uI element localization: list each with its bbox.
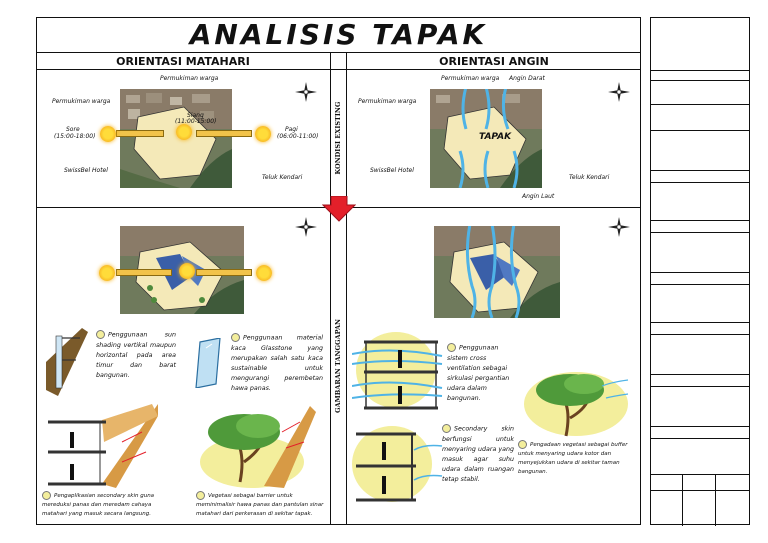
label-angin-laut: Angin Laut (522, 193, 555, 200)
title-block-line (651, 426, 749, 427)
sun-icon (176, 124, 192, 140)
title-block-line (651, 284, 749, 285)
divider-left (330, 53, 331, 525)
label-pagi-time: (06:00-11:00) (277, 133, 319, 140)
wind-response-text-3: Pengadaan vegetasi sebagai buffer untuk menyaring udara kotor dan menyejukkan udara di sekitar taman bangunan. (518, 442, 628, 475)
label-permukiman-left: Permukiman warga (358, 98, 417, 105)
label-teluk: Teluk Kendari (569, 174, 610, 181)
label-hotel: SwissBel Hotel (64, 167, 108, 174)
bullet-icon (442, 424, 451, 433)
label-angin-darat: Angin Darat (509, 75, 545, 82)
label-response: GAMBARAN TANGGAPAN (334, 319, 342, 413)
title-block-line (651, 182, 749, 183)
tree-barrier-illustration (200, 402, 316, 488)
aerial-site-sun (120, 89, 232, 188)
secondary-skin-wind-section (352, 424, 444, 504)
label-permukiman-top: Permukiman warga (441, 75, 500, 82)
title-block-line (682, 474, 683, 526)
header-sun: ORIENTASI MATAHARI (36, 53, 330, 70)
label-permukiman-top: Permukiman warga (160, 75, 219, 82)
label-pagi: Pagi (285, 126, 298, 133)
sun-icon (179, 263, 195, 279)
label-teluk: Teluk Kendari (262, 174, 303, 181)
label-hotel: SwissBel Hotel (370, 167, 414, 174)
wind-response-text-2: Secondary skin berfungsi untuk menyaring udara yang masuk agar suhu udara dalam ruangan tetap stabil. (442, 425, 514, 483)
title-block-line (651, 80, 749, 81)
bullet-icon (518, 440, 527, 449)
label-existing: KONDISI EXISTING (334, 101, 342, 175)
bullet-icon (447, 343, 456, 352)
down-arrow-icon (322, 196, 356, 222)
title-block-line (651, 386, 749, 387)
sun-shading-illustration (42, 326, 90, 400)
header-divider (330, 69, 347, 70)
title-block-line (715, 474, 716, 526)
secondary-skin-section (42, 402, 158, 488)
sun-icon (99, 265, 115, 281)
sun-response-text-3: Pengaplikasian secondary skin guna mereduksi panas dan meredam cahaya matahari yang masuk secara langsung. (42, 493, 155, 517)
divider-right (346, 53, 347, 525)
compass-icon (291, 81, 321, 103)
title-block-line (651, 272, 749, 273)
label-tapak: TAPAK (479, 132, 512, 142)
sun-path-bar (116, 269, 172, 276)
bullet-icon (96, 330, 105, 339)
title-block-line (651, 130, 749, 131)
title-block-line (651, 438, 749, 439)
bullet-icon (42, 491, 51, 500)
header-wind: ORIENTASI ANGIN (347, 53, 641, 70)
compass-icon (604, 81, 634, 103)
sun-path-bar (116, 130, 164, 137)
bullet-icon (196, 491, 205, 500)
title-block (650, 17, 750, 525)
wind-response-text-1: Penggunaan sistem cross ventilation sebagai sirkulasi pergantian udara dalam bangunan. (447, 344, 510, 402)
label-permukiman-left: Permukiman warga (52, 98, 111, 105)
label-siang: Siang (187, 112, 204, 119)
sun-path-bar (196, 130, 252, 137)
sun-icon (256, 265, 272, 281)
title-block-line (651, 170, 749, 171)
sheet-title: ANALISIS TAPAK (36, 17, 641, 53)
title-block-line (651, 490, 749, 491)
sun-response-text-1: Penggunaan sun shading vertikal maupun horizontal pada area timur dan barat bangunan. (96, 331, 176, 379)
compass-icon (604, 216, 634, 238)
label-sore-time: (15:00-18:00) (54, 133, 96, 140)
title-block-line (651, 474, 749, 475)
compass-icon (291, 216, 321, 238)
tree-buffer-illustration (522, 364, 632, 438)
title-block-line (651, 220, 749, 221)
sun-icon (100, 126, 116, 142)
title-block-line (651, 322, 749, 323)
title-block-line (651, 232, 749, 233)
title-block-line (651, 334, 749, 335)
sun-response-text-4: Vegetasi sebagai barrier untuk meminimalisir hawa panas dan pantulan sinar matahari dari perkerasan di sekitar tapak. (196, 493, 324, 517)
bullet-icon (231, 333, 240, 342)
title-block-line (651, 374, 749, 375)
sun-path-bar (196, 269, 252, 276)
cross-ventilation-section (352, 326, 444, 414)
label-siang-time: (11:00-15:00) (175, 118, 217, 125)
sun-icon (255, 126, 271, 142)
sun-response-text-2: Penggunaan material kaca Glasstone yang merupakan salah satu kaca sustainable untuk mengurangi perembetan hawa panas. (231, 334, 323, 392)
title-block-line (651, 70, 749, 71)
glass-panel-icon (194, 338, 222, 388)
label-sore: Sore (66, 126, 80, 133)
aerial-building-wind (434, 226, 560, 318)
title-block-line (651, 104, 749, 105)
